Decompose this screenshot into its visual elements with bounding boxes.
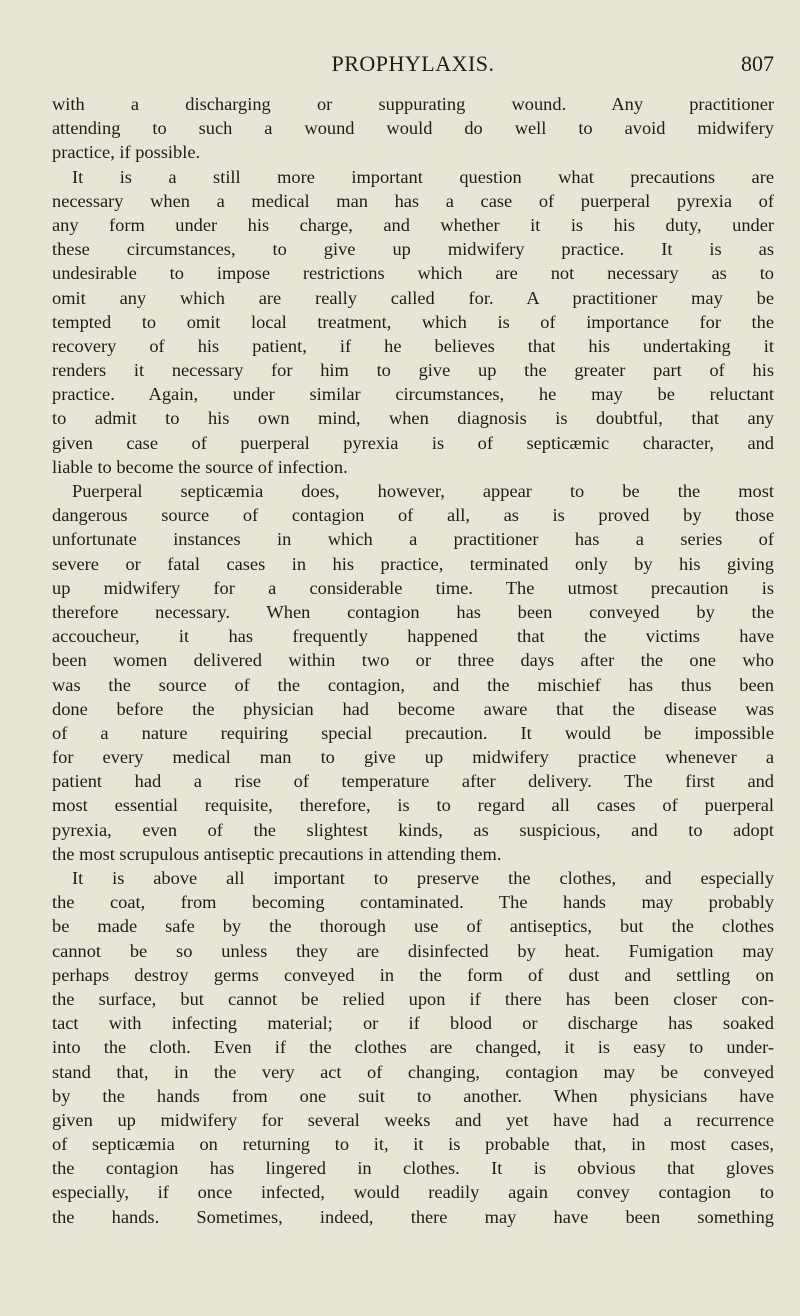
text-line: be made safe by the thorough use of antiseptics, but the clothes <box>52 916 774 937</box>
text-line: by the hands from one suit to another. When physicians have <box>52 1085 774 1106</box>
text-line: unfortunate instances in which a practitioner has a series of <box>52 529 774 550</box>
text-line: Puerperal septicæmia does, however, appear to be the most <box>72 481 774 501</box>
text-line: any form under his charge, and whether it is his duty, under <box>52 214 774 235</box>
text-line: It is above all important to preserve the clothes, and especially <box>72 868 774 888</box>
text-line: up midwifery for a considerable time. The utmost precaution is <box>52 577 774 598</box>
text-line: liable to become the source of infection. <box>52 456 348 477</box>
text-line: renders it necessary for him to give up the greater part of his <box>52 360 774 381</box>
text-line: the coat, from becoming contaminated. The hands may probably <box>52 892 774 913</box>
text-line: the most scrupulous antiseptic precautions in attending them. <box>52 843 502 864</box>
text-line: of septicæmia on returning to it, it is probable that, in most cases, <box>52 1134 774 1155</box>
text-line: especially, if once infected, would readily again convey contagion to <box>52 1182 774 1203</box>
text-line: the contagion has lingered in clothes. It is obvious that gloves <box>52 1158 774 1179</box>
text-line: to admit to his own mind, when diagnosis is doubtful, that any <box>52 408 774 429</box>
text-line: perhaps destroy germs conveyed in the form of dust and settling on <box>52 964 774 985</box>
text-line: the hands. Sometimes, indeed, there may have been something <box>52 1206 774 1227</box>
text-line: severe or fatal cases in his practice, terminated only by his giving <box>52 553 774 574</box>
text-line: attending to such a wound would do well to avoid midwifery <box>52 118 774 139</box>
text-line: stand that, in the very act of changing, contagion may be conveyed <box>52 1061 774 1082</box>
text-line: done before the physician had become aware that the disease was <box>52 698 774 719</box>
text-line: these circumstances, to give up midwifery practice. It is as <box>52 239 774 260</box>
text-line: It is a still more important question what precautions are <box>72 166 774 187</box>
text-line: pyrexia, even of the slightest kinds, as suspicious, and to adopt <box>52 819 774 840</box>
page-header <box>52 48 774 82</box>
page-number: 807 <box>741 51 774 76</box>
text-line: for every medical man to give up midwifery practice whenever a <box>52 747 774 768</box>
text-line: recovery of his patient, if he believes that his undertaking it <box>52 335 774 356</box>
text-line: cannot be so unless they are disinfected by heat. Fumigation may <box>52 940 774 961</box>
text-line: therefore necessary. When contagion has been conveyed by the <box>52 601 774 622</box>
text-line: into the cloth. Even if the clothes are changed, it is easy to under- <box>52 1037 774 1058</box>
text-line: with a discharging or suppurating wound. Any practitioner <box>52 94 774 114</box>
running-head: PROPHYLAXIS. <box>331 51 495 76</box>
text-line: tact with infecting material; or if blood or discharge has soaked <box>52 1013 774 1034</box>
text-line: most essential requisite, therefore, is to regard all cases of puerperal <box>52 795 774 816</box>
text-line: omit any which are really called for. A practitioner may be <box>52 287 774 308</box>
text-line: practice, if possible. <box>52 142 201 163</box>
text-line: practice. Again, under similar circumstances, he may be reluctant <box>52 384 774 405</box>
text-line: tempted to omit local treatment, which is of importance for the <box>52 311 774 332</box>
text-line: accoucheur, it has frequently happened that the victims have <box>52 626 774 647</box>
text-line: dangerous source of contagion of all, as is proved by those <box>52 505 774 526</box>
text-line: of a nature requiring special precaution. It would be impossible <box>52 722 774 743</box>
body-text <box>52 92 774 1229</box>
text-line: patient had a rise of temperature after delivery. The first and <box>52 771 774 792</box>
text-line: been women delivered within two or three days after the one who <box>52 650 774 671</box>
text-line: the surface, but cannot be relied upon if there has been closer con- <box>52 988 774 1009</box>
text-line: given case of puerperal pyrexia is of septicæmic character, and <box>52 432 774 453</box>
text-line: necessary when a medical man has a case of puerperal pyrexia of <box>52 190 774 211</box>
text-line: was the source of the contagion, and the mischief has thus been <box>52 674 774 695</box>
text-line: undesirable to impose restrictions which are not necessary as to <box>52 263 774 284</box>
text-line: given up midwifery for several weeks and yet have had a recurrence <box>52 1109 774 1130</box>
